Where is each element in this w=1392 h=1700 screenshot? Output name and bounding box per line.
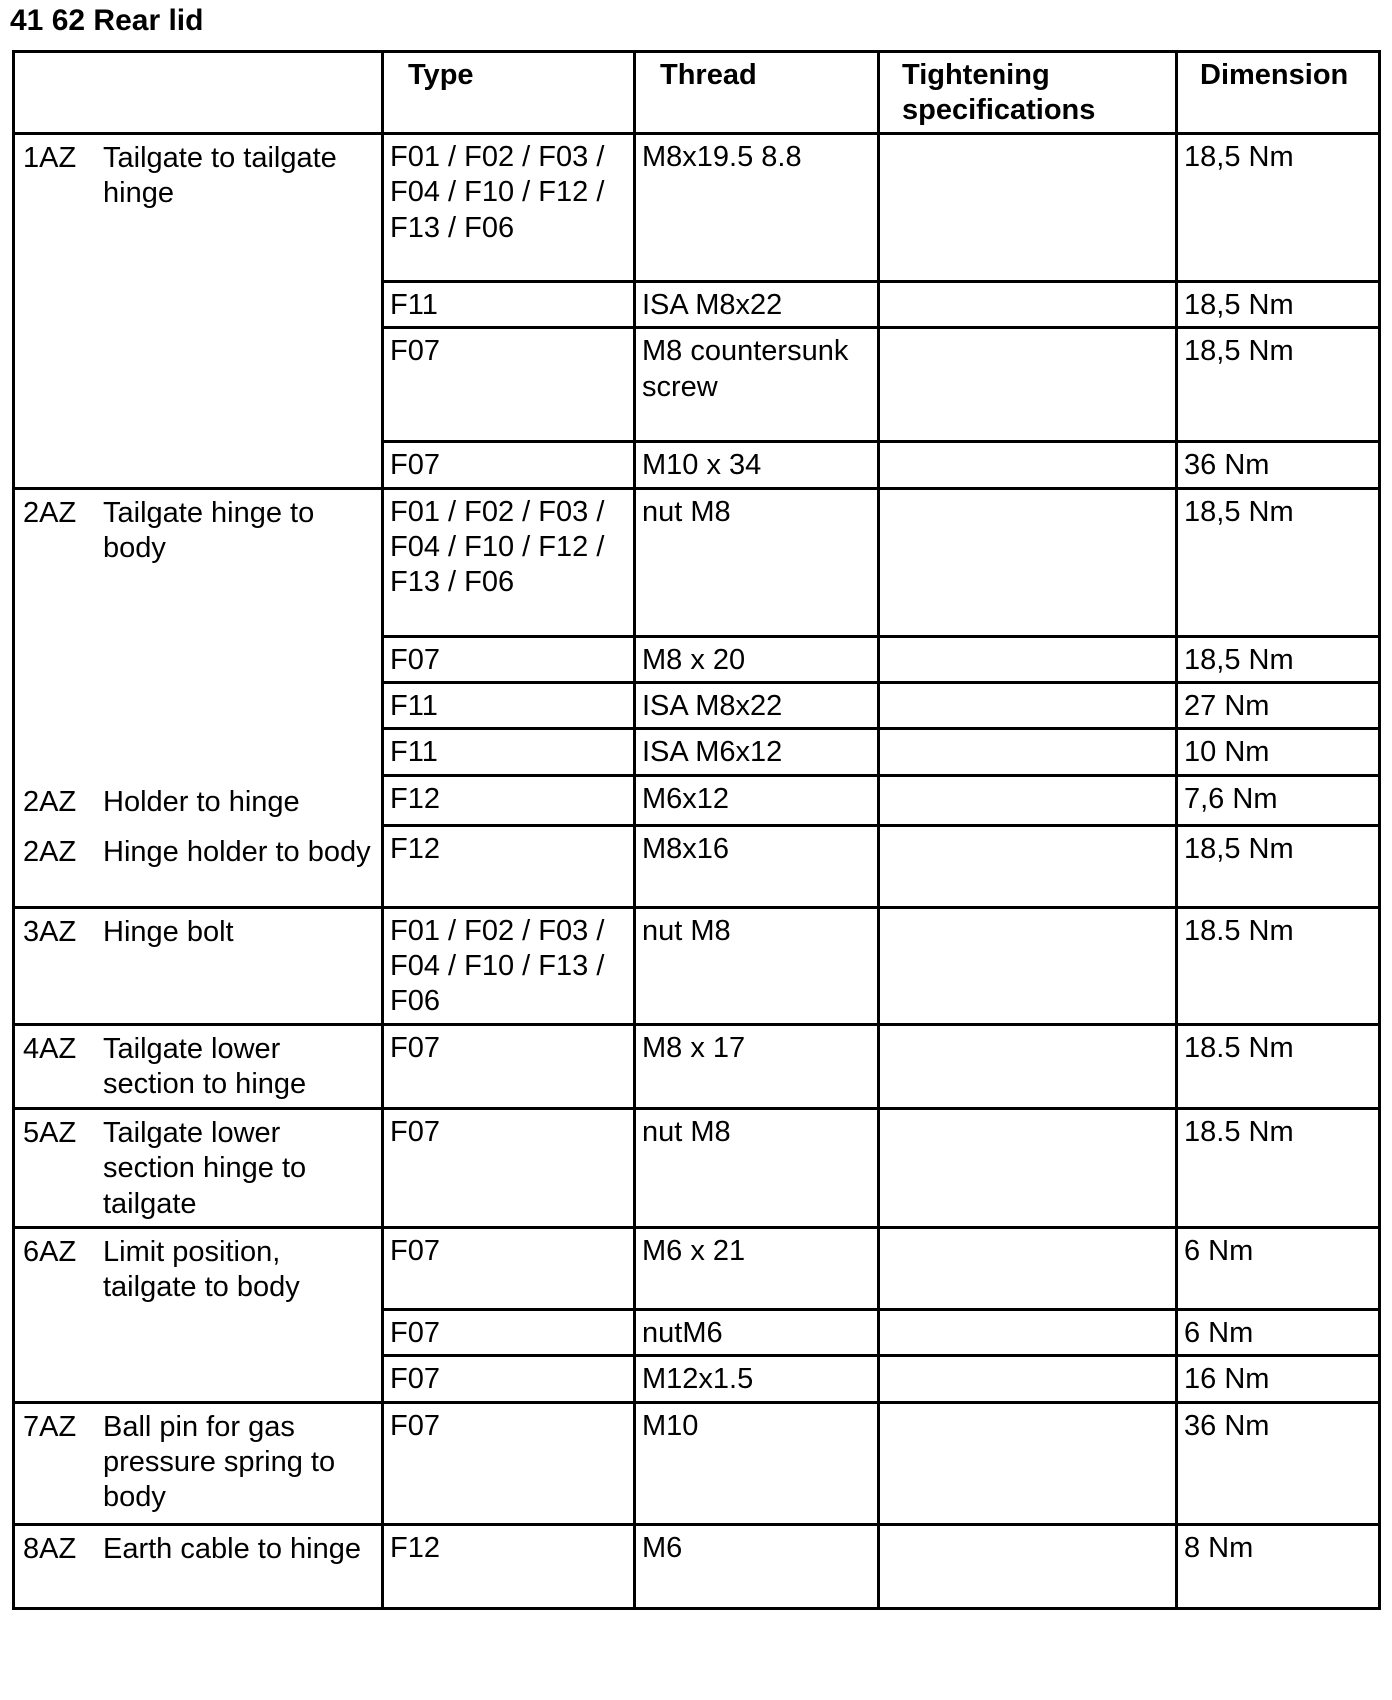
type-cell bbox=[383, 1108, 635, 1227]
dimension-cell bbox=[1177, 488, 1380, 636]
position-item bbox=[15, 1229, 381, 1310]
table-row bbox=[14, 907, 1380, 1024]
position-code: 7AZ bbox=[23, 1410, 77, 1443]
thread-value: ISA M8x22 bbox=[642, 689, 783, 722]
dimension-cell bbox=[1177, 1524, 1380, 1608]
tightening-cell bbox=[879, 1024, 1177, 1108]
position-code: 6AZ bbox=[23, 1235, 77, 1268]
type-cell bbox=[383, 907, 635, 1024]
tightening-cell bbox=[879, 1356, 1177, 1402]
dimension-cell bbox=[1177, 1402, 1380, 1524]
thread-cell bbox=[635, 1227, 879, 1309]
position-item bbox=[15, 777, 381, 824]
thread-cell bbox=[635, 328, 879, 442]
position-code: 8AZ bbox=[23, 1532, 77, 1565]
tightening-cell bbox=[879, 133, 1177, 281]
thread-value: M8 countersunk screw bbox=[642, 335, 849, 403]
type-value: F11 bbox=[390, 689, 438, 722]
torque-table bbox=[12, 50, 1381, 1610]
type-cell bbox=[383, 442, 635, 488]
thread-value: M6x12 bbox=[642, 782, 730, 815]
dimension-cell bbox=[1177, 907, 1380, 1024]
tightening-cell bbox=[879, 1227, 1177, 1309]
dimension-value: 18,5 Nm bbox=[1184, 140, 1294, 173]
position-code: 2AZ bbox=[23, 496, 77, 529]
type-cell bbox=[383, 825, 635, 907]
tightening-cell bbox=[879, 1524, 1177, 1608]
thread-value: nut M8 bbox=[642, 1115, 731, 1148]
type-value: F07 bbox=[390, 1115, 440, 1148]
position-description: Tailgate lower section hinge to tailgate bbox=[103, 1116, 307, 1220]
position-description: Earth cable to hinge bbox=[103, 1532, 361, 1565]
header-type: Type bbox=[383, 52, 635, 134]
position-item bbox=[15, 1526, 381, 1571]
type-cell bbox=[383, 729, 635, 775]
dimension-cell bbox=[1177, 1108, 1380, 1227]
dimension-cell bbox=[1177, 281, 1380, 327]
dimension-value: 18,5 Nm bbox=[1184, 288, 1294, 321]
thread-value: nutM6 bbox=[642, 1316, 723, 1349]
type-value: F07 bbox=[390, 449, 440, 482]
dimension-cell bbox=[1177, 1024, 1380, 1108]
dimension-value: 6 Nm bbox=[1184, 1234, 1254, 1267]
table-row bbox=[14, 1402, 1380, 1524]
position-code: 1AZ bbox=[23, 141, 77, 174]
thread-value: M6 bbox=[642, 1531, 683, 1564]
position-cell bbox=[14, 1024, 383, 1108]
thread-cell bbox=[635, 775, 879, 825]
type-cell bbox=[383, 1524, 635, 1608]
dimension-cell bbox=[1177, 1356, 1380, 1402]
position-code: 2AZ bbox=[23, 785, 77, 818]
thread-value: ISA M6x12 bbox=[642, 736, 783, 769]
position-item bbox=[15, 1110, 381, 1226]
thread-cell bbox=[635, 1524, 879, 1608]
type-value: F11 bbox=[390, 736, 438, 769]
dimension-value: 6 Nm bbox=[1184, 1316, 1254, 1349]
table-row bbox=[14, 1524, 1380, 1608]
thread-cell bbox=[635, 1356, 879, 1402]
dimension-cell bbox=[1177, 682, 1380, 728]
thread-value: nut M8 bbox=[642, 495, 731, 528]
position-code: 5AZ bbox=[23, 1116, 77, 1149]
position-description: Holder to hinge bbox=[103, 785, 300, 818]
tightening-cell bbox=[879, 682, 1177, 728]
thread-cell bbox=[635, 442, 879, 488]
type-cell bbox=[383, 488, 635, 636]
tightening-cell bbox=[879, 729, 1177, 775]
dimension-value: 7,6 Nm bbox=[1184, 782, 1278, 815]
type-cell bbox=[383, 1402, 635, 1524]
position-item bbox=[15, 1404, 381, 1520]
type-value: F12 bbox=[390, 782, 440, 815]
thread-value: M8x16 bbox=[642, 832, 730, 865]
thread-cell bbox=[635, 729, 879, 775]
table-row bbox=[14, 1024, 1380, 1108]
position-cell bbox=[14, 1402, 383, 1524]
position-description: Hinge bolt bbox=[103, 915, 234, 948]
position-item bbox=[15, 909, 381, 954]
dimension-value: 18.5 Nm bbox=[1184, 1115, 1294, 1148]
thread-value: M6 x 21 bbox=[642, 1234, 746, 1267]
type-value: F07 bbox=[390, 643, 440, 676]
type-value: F12 bbox=[390, 832, 440, 865]
thread-value: M8 x 17 bbox=[642, 1031, 746, 1064]
thread-value: M10 x 34 bbox=[642, 449, 762, 482]
position-code: 4AZ bbox=[23, 1032, 77, 1065]
position-description: Hinge holder to body bbox=[103, 835, 371, 868]
thread-value: M12x1.5 bbox=[642, 1363, 754, 1396]
type-cell bbox=[383, 133, 635, 281]
position-cell bbox=[14, 1524, 383, 1608]
dimension-value: 27 Nm bbox=[1184, 689, 1270, 722]
tightening-cell bbox=[879, 775, 1177, 825]
thread-cell bbox=[635, 682, 879, 728]
dimension-cell bbox=[1177, 442, 1380, 488]
position-item bbox=[15, 827, 381, 874]
position-item bbox=[15, 490, 381, 571]
thread-cell bbox=[635, 488, 879, 636]
tightening-cell bbox=[879, 825, 1177, 907]
header-position bbox=[14, 52, 383, 134]
tightening-cell bbox=[879, 907, 1177, 1024]
page-title: 41 62 Rear lid bbox=[10, 4, 204, 37]
type-cell bbox=[383, 636, 635, 682]
type-cell bbox=[383, 328, 635, 442]
tightening-cell bbox=[879, 442, 1177, 488]
table-row bbox=[14, 1108, 1380, 1227]
dimension-value: 18,5 Nm bbox=[1184, 832, 1294, 865]
type-cell bbox=[383, 1356, 635, 1402]
table-row bbox=[14, 133, 1380, 281]
position-cell bbox=[14, 1227, 383, 1402]
thread-value: M8x19.5 8.8 bbox=[642, 140, 802, 173]
type-value: F11 bbox=[390, 288, 438, 321]
position-cell bbox=[14, 1108, 383, 1227]
type-cell bbox=[383, 682, 635, 728]
thread-cell bbox=[635, 825, 879, 907]
type-cell bbox=[383, 775, 635, 825]
type-cell bbox=[383, 1227, 635, 1309]
dimension-cell bbox=[1177, 1227, 1380, 1309]
position-cell bbox=[14, 907, 383, 1024]
position-description: Limit position, tailgate to body bbox=[103, 1235, 300, 1304]
position-description: Tailgate hinge to body bbox=[103, 496, 315, 564]
dimension-value: 18.5 Nm bbox=[1184, 1031, 1294, 1064]
header-dimension: Dimension bbox=[1177, 52, 1380, 134]
type-value: F07 bbox=[390, 1409, 440, 1442]
position-description: Ball pin for gas pressure spring to body bbox=[103, 1410, 336, 1514]
dimension-value: 10 Nm bbox=[1184, 736, 1270, 769]
dimension-value: 18.5 Nm bbox=[1184, 914, 1294, 947]
thread-cell bbox=[635, 133, 879, 281]
type-value: F07 bbox=[390, 1234, 440, 1267]
tightening-cell bbox=[879, 1108, 1177, 1227]
position-cell bbox=[14, 488, 383, 907]
position-description: Tailgate lower section to hinge bbox=[103, 1032, 307, 1101]
tightening-cell bbox=[879, 488, 1177, 636]
position-code: 3AZ bbox=[23, 915, 77, 948]
dimension-value: 36 Nm bbox=[1184, 1409, 1270, 1442]
type-value: F01 / F02 / F03 / F04 / F10 / F12 / F13 / F06 bbox=[390, 140, 605, 244]
type-cell bbox=[383, 281, 635, 327]
position-cell bbox=[14, 133, 383, 488]
thread-cell bbox=[635, 1402, 879, 1524]
thread-cell bbox=[635, 636, 879, 682]
type-value: F07 bbox=[390, 1363, 440, 1396]
thread-cell bbox=[635, 1309, 879, 1355]
dimension-value: 16 Nm bbox=[1184, 1363, 1270, 1396]
position-item bbox=[15, 135, 381, 216]
tightening-cell bbox=[879, 1309, 1177, 1355]
table-row bbox=[14, 488, 1380, 636]
type-value: F01 / F02 / F03 / F04 / F10 / F12 / F13 / F06 bbox=[390, 495, 605, 599]
thread-value: M8 x 20 bbox=[642, 643, 746, 676]
dimension-cell bbox=[1177, 1309, 1380, 1355]
dimension-cell bbox=[1177, 328, 1380, 442]
tightening-cell bbox=[879, 1402, 1177, 1524]
tightening-cell bbox=[879, 636, 1177, 682]
thread-cell bbox=[635, 281, 879, 327]
thread-value: ISA M8x22 bbox=[642, 288, 783, 321]
tightening-cell bbox=[879, 328, 1177, 442]
type-value: F01 / F02 / F03 / F04 / F10 / F13 / F06 bbox=[390, 914, 605, 1018]
thread-cell bbox=[635, 1108, 879, 1227]
type-cell bbox=[383, 1024, 635, 1108]
dimension-cell bbox=[1177, 825, 1380, 907]
type-cell bbox=[383, 1309, 635, 1355]
position-code: 2AZ bbox=[23, 835, 77, 868]
dimension-value: 18,5 Nm bbox=[1184, 643, 1294, 676]
dimension-cell bbox=[1177, 636, 1380, 682]
dimension-cell bbox=[1177, 133, 1380, 281]
position-item bbox=[15, 1026, 381, 1107]
type-value: F07 bbox=[390, 1031, 440, 1064]
thread-cell bbox=[635, 907, 879, 1024]
header-thread: Thread bbox=[635, 52, 879, 134]
table-header-row bbox=[14, 52, 1380, 134]
thread-value: M10 bbox=[642, 1409, 699, 1442]
dimension-value: 18,5 Nm bbox=[1184, 335, 1294, 368]
tightening-cell bbox=[879, 281, 1177, 327]
dimension-value: 8 Nm bbox=[1184, 1531, 1254, 1564]
header-tightening: Tightening specifications bbox=[879, 52, 1177, 134]
dimension-cell bbox=[1177, 775, 1380, 825]
type-value: F12 bbox=[390, 1531, 440, 1564]
thread-cell bbox=[635, 1024, 879, 1108]
dimension-value: 18,5 Nm bbox=[1184, 495, 1294, 528]
dimension-cell bbox=[1177, 729, 1380, 775]
table-row bbox=[14, 1227, 1380, 1309]
thread-value: nut M8 bbox=[642, 914, 731, 947]
type-value: F07 bbox=[390, 335, 440, 368]
dimension-value: 36 Nm bbox=[1184, 449, 1270, 482]
type-value: F07 bbox=[390, 1316, 440, 1349]
position-description: Tailgate to tailgate hinge bbox=[103, 141, 337, 210]
